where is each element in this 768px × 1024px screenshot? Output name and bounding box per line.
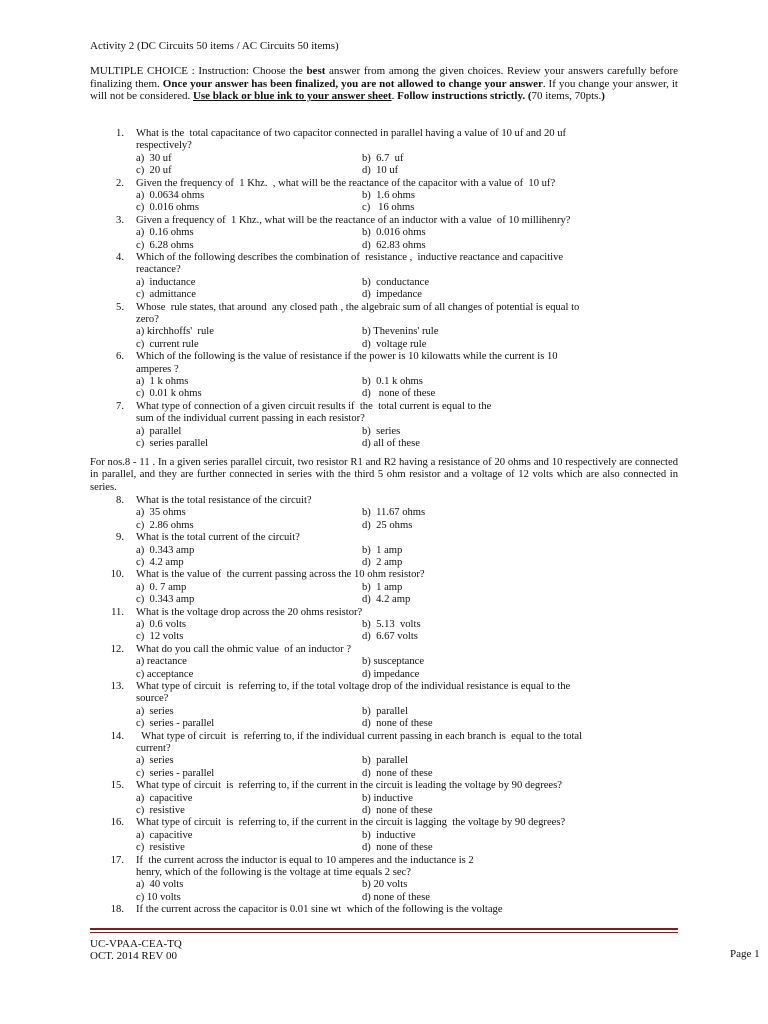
answer-choice: b) parallel xyxy=(362,755,408,767)
question-number: 11. xyxy=(111,606,124,618)
question-text: What do you call the ohmic value of an inductor ? xyxy=(136,643,352,655)
question-text: amperes ? xyxy=(136,363,179,375)
answer-choice: c) 2.86 ohms xyxy=(136,519,194,531)
answer-choice: d) all of these xyxy=(362,438,420,449)
instr-follow: Follow instructions strictly. ( xyxy=(397,90,532,103)
question-text: What type of connection of a given circuit results if the total current is equal to the xyxy=(136,400,492,412)
question-text: Given a frequency of 1 Khz., what will be the reactance of an inductor with a value of 10 millihenry? xyxy=(136,214,571,226)
answer-choice: b) inductive xyxy=(362,792,413,804)
instr-final: Once your answer has been finalized, you are not allowed to change your answer xyxy=(162,77,543,90)
answer-choice: a) inductance xyxy=(136,276,196,288)
question-text: Which of the following is the value of resistance if the power is 10 kilowatts while the current is 10 xyxy=(136,351,558,363)
answer-choice: d) none of these xyxy=(362,718,433,730)
footer-code-line2: OCT. 2014 REV 00 xyxy=(90,950,177,962)
question-number: 6. xyxy=(116,351,124,363)
answer-choice: c) admittance xyxy=(136,289,196,301)
answer-choice: c) 4.2 amp xyxy=(136,557,184,568)
question-number: 4. xyxy=(116,252,124,263)
answer-choice: c) acceptance xyxy=(136,668,194,680)
answer-choice: b) 1.6 ohms xyxy=(362,190,415,201)
answer-choice: d) 62.83 ohms xyxy=(362,239,426,251)
answer-choice: a) kirchhoffs' rule xyxy=(136,326,214,338)
answer-choice: d) voltage rule xyxy=(362,338,427,350)
instr-close: ) xyxy=(601,90,605,103)
answer-choice: c) resistive xyxy=(136,805,185,816)
question-text: Whose rule states, that around any closed path , the algebraic sum of all changes of potential is equal to xyxy=(136,301,580,313)
answer-choice: d) impedance xyxy=(362,289,423,301)
question-text: What type of circuit is referring to, if the individual current passing in each branch is equal to the total xyxy=(136,730,583,742)
answer-choice: c) series - parallel xyxy=(136,767,215,779)
question-text: If the current across the inductor is equal to 10 amperes and the inductance is 2 xyxy=(136,854,474,866)
instr-ink: Use black or blue ink to your answer sheet xyxy=(192,90,392,103)
question-number: 18. xyxy=(110,904,124,916)
answer-choice: b) conductance xyxy=(362,276,430,288)
footer-rule xyxy=(90,928,678,930)
footer-code xyxy=(90,938,182,962)
answer-choice: b) 1 amp xyxy=(362,581,403,593)
instr-text-4: . xyxy=(391,90,398,103)
answer-choice: d) none of these xyxy=(362,891,430,903)
question-number: 1. xyxy=(116,128,124,139)
answer-choice: a) 30 uf xyxy=(136,152,172,164)
question-number: 10. xyxy=(110,569,124,581)
answer-choice: a) 40 volts xyxy=(136,879,184,891)
question-text: What type of circuit is referring to, if the total voltage drop of the individual resistance is equal to the xyxy=(136,681,571,692)
question-text: If the current across the capacitor is 0.01 sine wt which of the following is the voltage xyxy=(136,904,503,916)
answer-choice: b) 11.67 ohms xyxy=(362,507,426,519)
answer-choice: d) none of these xyxy=(362,805,433,816)
instr-text-2: answer from among the given choices. Review your answers carefully before finalizing them. xyxy=(90,65,678,90)
answer-choice: a) 0.0634 ohms xyxy=(136,190,205,201)
answer-choice: d) impedance xyxy=(362,668,420,680)
answer-choice: a) reactance xyxy=(136,656,187,668)
answer-choice: d) 2 amp xyxy=(362,557,403,568)
answer-choice: b) 1 amp xyxy=(362,544,403,556)
instructions xyxy=(90,65,678,103)
answer-choice: c) series parallel xyxy=(136,438,209,449)
question-text: What type of circuit is referring to, if the current in the circuit is lagging the voltage by 90 degrees? xyxy=(136,817,566,829)
answer-choice: d) 10 uf xyxy=(362,165,399,177)
question-text: What is the voltage drop across the 20 ohms resistor? xyxy=(136,606,363,618)
answer-choice: c) 0.016 ohms xyxy=(136,202,199,214)
answer-choice: a) series xyxy=(136,705,174,717)
footer-code-line1: UC-VPAA-CEA-TQ xyxy=(90,938,182,950)
answer-choice: c) 16 ohms xyxy=(362,202,415,214)
question-number: 9. xyxy=(116,532,124,544)
question-text: henry, which of the following is the voltage at time equals 2 sec? xyxy=(136,867,411,878)
question-number: 3. xyxy=(116,214,124,226)
answer-choice: d) 25 ohms xyxy=(362,519,413,531)
answer-choice: c) 10 volts xyxy=(136,891,181,903)
answer-choice: a) capacitive xyxy=(136,829,193,841)
answer-choice: d) none of these xyxy=(362,842,433,854)
question-number: 12. xyxy=(110,643,124,655)
answer-choice: b) Thevenins' rule xyxy=(362,326,439,338)
question-text: zero? xyxy=(136,314,159,325)
question-text: sum of the individual current passing in each resistor? xyxy=(136,413,365,425)
answer-choice: d) none of these xyxy=(362,388,436,400)
answer-choice: b) inductive xyxy=(362,829,416,841)
instr-best: best xyxy=(306,65,326,77)
instr-points: 70 items, 70pts. xyxy=(531,90,602,103)
answer-choice: b) 5.13 volts xyxy=(362,619,421,630)
answer-choice: b) 0.016 ohms xyxy=(362,227,426,239)
question-number: 7. xyxy=(116,400,124,412)
answer-choice: d) none of these xyxy=(362,767,433,779)
answer-choice: b) 0.1 k ohms xyxy=(362,376,423,387)
answer-choice: d) 6.67 volts xyxy=(362,631,418,643)
question-number: 17. xyxy=(110,854,124,866)
answer-choice: b) series xyxy=(362,425,401,437)
page-number: Page 1 xyxy=(730,948,760,960)
question-number: 5. xyxy=(116,301,124,313)
question-text: What is the total capacitance of two capacitor connected in parallel having a value of 10 uf and 20 uf xyxy=(136,128,567,139)
question-number: 2. xyxy=(116,177,124,189)
instr-text-1: MULTIPLE CHOICE : Instruction: Choose the xyxy=(90,65,307,77)
answer-choice: d) 4.2 amp xyxy=(362,594,411,606)
answer-choice: a) capacitive xyxy=(136,792,193,804)
answer-choice: b) susceptance xyxy=(362,656,425,668)
question-text: current? xyxy=(136,743,171,754)
answer-choice: a) series xyxy=(136,755,174,767)
answer-choice: c) current rule xyxy=(136,338,199,350)
question-text: reactance? xyxy=(136,264,181,276)
answer-choice: c) 0.343 amp xyxy=(136,594,195,606)
answer-choice: c) 20 uf xyxy=(136,165,172,177)
answer-choice: b) 6.7 uf xyxy=(362,152,404,164)
answer-choice: c) 12 volts xyxy=(136,631,184,643)
question-number: 13. xyxy=(110,681,124,692)
question-text: What type of circuit is referring to, if the current in the circuit is leading the voltage by 90 degrees? xyxy=(136,780,562,792)
answer-choice: b) 20 volts xyxy=(362,879,408,891)
question-text: What is the total resistance of the circuit? xyxy=(136,495,312,506)
question-text: Which of the following describes the combination of resistance , inductive reactance and capacitive xyxy=(136,252,564,263)
answer-choice: a) 0. 7 amp xyxy=(136,581,187,593)
answer-choice: a) parallel xyxy=(136,425,182,437)
answer-choice: a) 0.343 amp xyxy=(136,544,195,556)
question-text: source? xyxy=(136,693,169,705)
question-text: What is the value of the current passing across the 10 ohm resistor? xyxy=(136,569,425,581)
answer-choice: a) 0.6 volts xyxy=(136,619,187,630)
question-text: respectively? xyxy=(136,140,192,152)
answer-choice: a) 35 ohms xyxy=(136,507,186,519)
instr-text-3: . If you change your answer, it will not be considered. xyxy=(90,77,678,103)
question-text: Given the frequency of 1 Khz. , what will be the reactance of the capacitor with a value of 10 uf? xyxy=(136,177,556,189)
answer-choice: c) series - parallel xyxy=(136,718,215,730)
footer-rule-thin xyxy=(90,932,678,933)
question-number: 8. xyxy=(116,495,124,506)
question-number: 14. xyxy=(110,730,124,742)
question-number: 16. xyxy=(110,817,124,829)
question-text: What is the total current of the circuit? xyxy=(136,532,300,544)
circuit-note: For nos.8 - 11 . In a given series parallel circuit, two resistor R1 and R2 having a resistance of 20 ohms and 10 respectively are connected in parallel, and they are further connected in series with the third 5 ohm resistor and a voltage of 12 volts which are also connected in series. xyxy=(90,457,678,493)
question-number: 15. xyxy=(110,780,124,792)
answer-choice: c) 6.28 ohms xyxy=(136,239,194,251)
answer-choice: c) 0.01 k ohms xyxy=(136,388,202,400)
answer-choice: b) parallel xyxy=(362,705,408,717)
answer-choice: a) 1 k ohms xyxy=(136,376,189,387)
activity-title: Activity 2 (DC Circuits 50 items / AC Circuits 50 items) xyxy=(90,40,339,52)
answer-choice: a) 0.16 ohms xyxy=(136,227,194,239)
answer-choice: c) resistive xyxy=(136,842,185,854)
